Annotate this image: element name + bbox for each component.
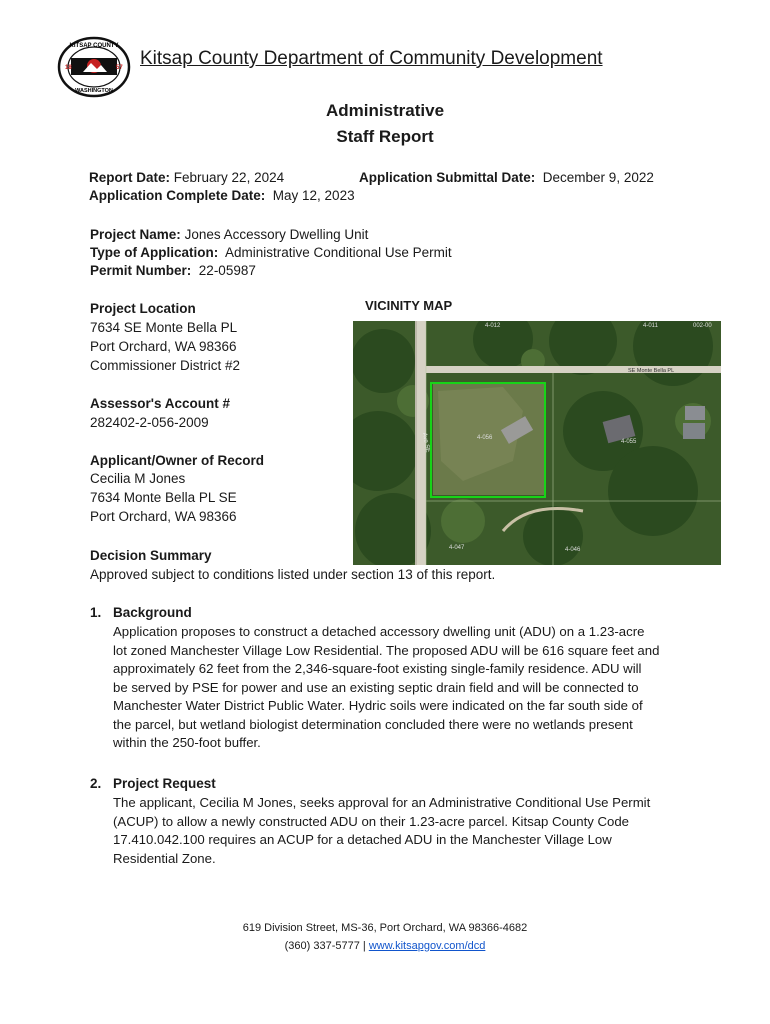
assessor-heading: Assessor's Account # <box>90 396 231 411</box>
vicinity-map-image <box>353 321 721 565</box>
svg-text:4-055: 4-055 <box>621 439 637 445</box>
svg-text:002-00: 002-00 <box>693 323 712 329</box>
section-1-heading: Background <box>113 605 192 620</box>
svg-text:WASHINGTON: WASHINGTON <box>75 88 113 94</box>
section-1-line: lot zoned Manchester Village Low Residential. The proposed ADU will be 616 square feet and <box>113 642 660 658</box>
section-2-line: The applicant, Cecilia M Jones, seeks approval for an Administrative Conditional Use Permit <box>113 795 651 810</box>
svg-text:KITSAP COUNTY: KITSAP COUNTY <box>69 43 119 49</box>
section-1-line: within the 250-foot buffer. <box>113 735 261 750</box>
commissioner-district: Commissioner District #2 <box>90 358 241 373</box>
decision-text: Approved subject to conditions listed under section 13 of this report. <box>90 567 496 582</box>
location-address1: 7634 SE Monte Bella PL <box>90 320 238 335</box>
report-title-line2: Staff Report <box>336 127 434 146</box>
section-1-line: Application proposes to construct a detached accessory dwelling unit (ADU) on a 1.23-acre <box>113 624 645 639</box>
section-2-line: Residential Zone. <box>113 850 216 866</box>
footer-contact <box>0 940 770 952</box>
location-heading: Project Location <box>90 301 196 316</box>
svg-text:Ave SE: Ave SE <box>421 432 431 453</box>
section-2-number: 2. <box>90 776 102 791</box>
svg-text:4-056: 4-056 <box>477 435 493 441</box>
svg-text:4-012: 4-012 <box>485 323 501 329</box>
svg-text:4-047: 4-047 <box>449 545 465 551</box>
organization-name: Kitsap County Department of Community Development <box>140 48 603 69</box>
footer-website-link[interactable]: www.kitsapgov.com/dcd <box>368 940 486 952</box>
application-type: Type of Application: Administrative Conditional Use Permit <box>90 245 452 260</box>
section-1-line: approximately 62 feet from the 2,346-square-foot existing single-family residence. ADU will <box>113 661 642 676</box>
permit-number: Permit Number: 22-05987 <box>90 263 256 278</box>
report-title-line1: Administrative <box>325 101 445 120</box>
section-2-line: 17.410.042.100 requires an ACUP for a detached ADU in the Manchester Village Low <box>113 832 612 847</box>
county-seal-logo <box>57 36 131 98</box>
footer-phone: (360) 337-5777 | <box>284 940 369 952</box>
section-2-heading: Project Request <box>113 776 216 791</box>
footer-address: 619 Division Street, MS-36, Port Orchard, WA 98366-4682 <box>242 922 528 934</box>
applicant-address1: 7634 Monte Bella PL SE <box>90 490 237 505</box>
submittal-date: Application Submittal Date: December 9, 2022 <box>359 170 654 185</box>
report-date: Report Date: February 22, 2024 <box>89 170 285 185</box>
svg-text:4-011: 4-011 <box>643 323 658 329</box>
decision-heading: Decision Summary <box>90 548 212 563</box>
applicant-address2: Port Orchard, WA 98366 <box>90 509 237 524</box>
location-address2: Port Orchard, WA 98366 <box>90 339 237 354</box>
svg-text:SE Monte Bella PL: SE Monte Bella PL <box>628 368 675 374</box>
applicant-name: Cecilia M Jones <box>90 471 186 486</box>
section-1-number: 1. <box>90 605 102 620</box>
svg-text:57: 57 <box>116 65 123 71</box>
section-2-line: (ACUP) to allow a newly constructed ADU on their 1.23-acre parcel. Kitsap County Code <box>113 813 630 829</box>
svg-text:4-046: 4-046 <box>565 547 581 553</box>
complete-date: Application Complete Date: May 12, 2023 <box>89 188 355 203</box>
project-name: Project Name: Jones Accessory Dwelling Unit <box>90 227 369 242</box>
section-1-line: be served by PSE for power and use an existing septic drain field and will be connected to <box>113 679 639 695</box>
vicinity-map-heading: VICINITY MAP <box>365 298 453 313</box>
assessor-number: 282402-2-056-2009 <box>90 415 209 430</box>
applicant-heading: Applicant/Owner of Record <box>90 453 265 468</box>
section-1-body <box>113 623 683 753</box>
section-1-line: Manchester Water District Public Water. Hydric soils were indicated on the far south side of <box>113 698 643 713</box>
section-2-body <box>113 794 683 868</box>
section-1-line: the parcel, but wetland biologist determination concluded there were no wetlands present <box>113 716 633 732</box>
svg-text:18: 18 <box>65 65 72 71</box>
